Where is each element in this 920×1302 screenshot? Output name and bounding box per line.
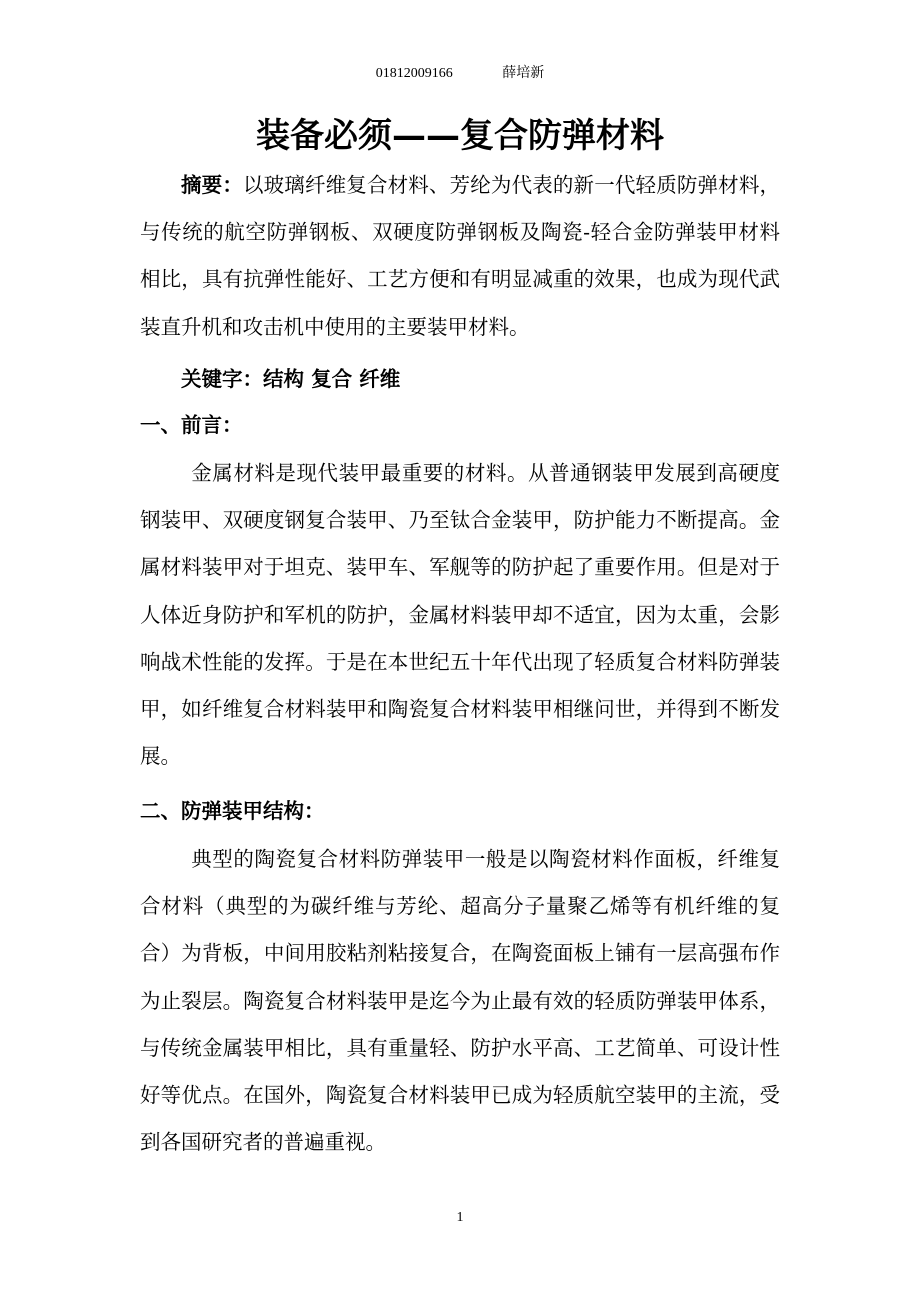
section-heading-1 xyxy=(140,402,780,449)
section-2-heading: 二、防弹装甲结构： xyxy=(140,799,325,823)
abstract-text: 以玻璃纤维复合材料、芳纶为代表的新一代轻质防弹材料，与传统的航空防弹钢板、双硬度防弹钢板及陶瓷-轻合金防弹装甲材料相比，具有抗弹性能好、工艺方便和有明显减重的效果，也成为现代武装直升机和攻击机中使用的主要装甲材料。 xyxy=(140,173,781,339)
page-header xyxy=(0,64,920,84)
abstract-label: 摘要： xyxy=(181,173,243,197)
keywords-label: 关键字： xyxy=(181,367,263,391)
section-2-body xyxy=(140,836,780,1166)
keywords-block xyxy=(140,356,780,403)
document-title: 装备必须——复合防弹材料 xyxy=(256,116,664,156)
author-name: 薛培新 xyxy=(502,66,545,81)
section-1-paragraph: 金属材料是现代装甲最重要的材料。从普通钢装甲发展到高硬度钢装甲、双硬度钢复合装甲、乃至钛合金装甲，防护能力不断提高。金属材料装甲对于坦克、装甲车、军舰等的防护起了重要作用。但是对于人体近身防护和军机的防护，金属材料装甲却不适宜，因为太重，会影响战术性能的发挥。于是在本世纪五十年代出现了轻质复合材料防弹装甲，如纤维复合材料装甲和陶瓷复合材料装甲相继问世，并得到不断发展。 xyxy=(140,461,780,769)
section-2-paragraph: 典型的陶瓷复合材料防弹装甲一般是以陶瓷材料作面板，纤维复合材料（典型的为碳纤维与芳纶、超高分子量聚乙烯等有机纤维的复合）为背板，中间用胶粘剂粘接复合，在陶瓷面板上铺有一层高强布作为止裂层。陶瓷复合材料装甲是迄今为止最有效的轻质防弹装甲体系，与传统金属装甲相比，具有重量轻、防护水平高、工艺简单、可设计性好等优点。在国外，陶瓷复合材料装甲已成为轻质航空装甲的主流，受到各国研究者的普遍重视。 xyxy=(140,847,780,1155)
student-id: 01812009166 xyxy=(375,66,453,81)
page-number: 1 xyxy=(456,1210,464,1225)
section-1-body xyxy=(140,450,780,780)
keywords-text: 结构 复合 纤维 xyxy=(263,367,401,391)
section-heading-2 xyxy=(140,788,780,835)
section-1-heading: 一、前言： xyxy=(140,413,243,437)
abstract-block xyxy=(140,162,780,351)
